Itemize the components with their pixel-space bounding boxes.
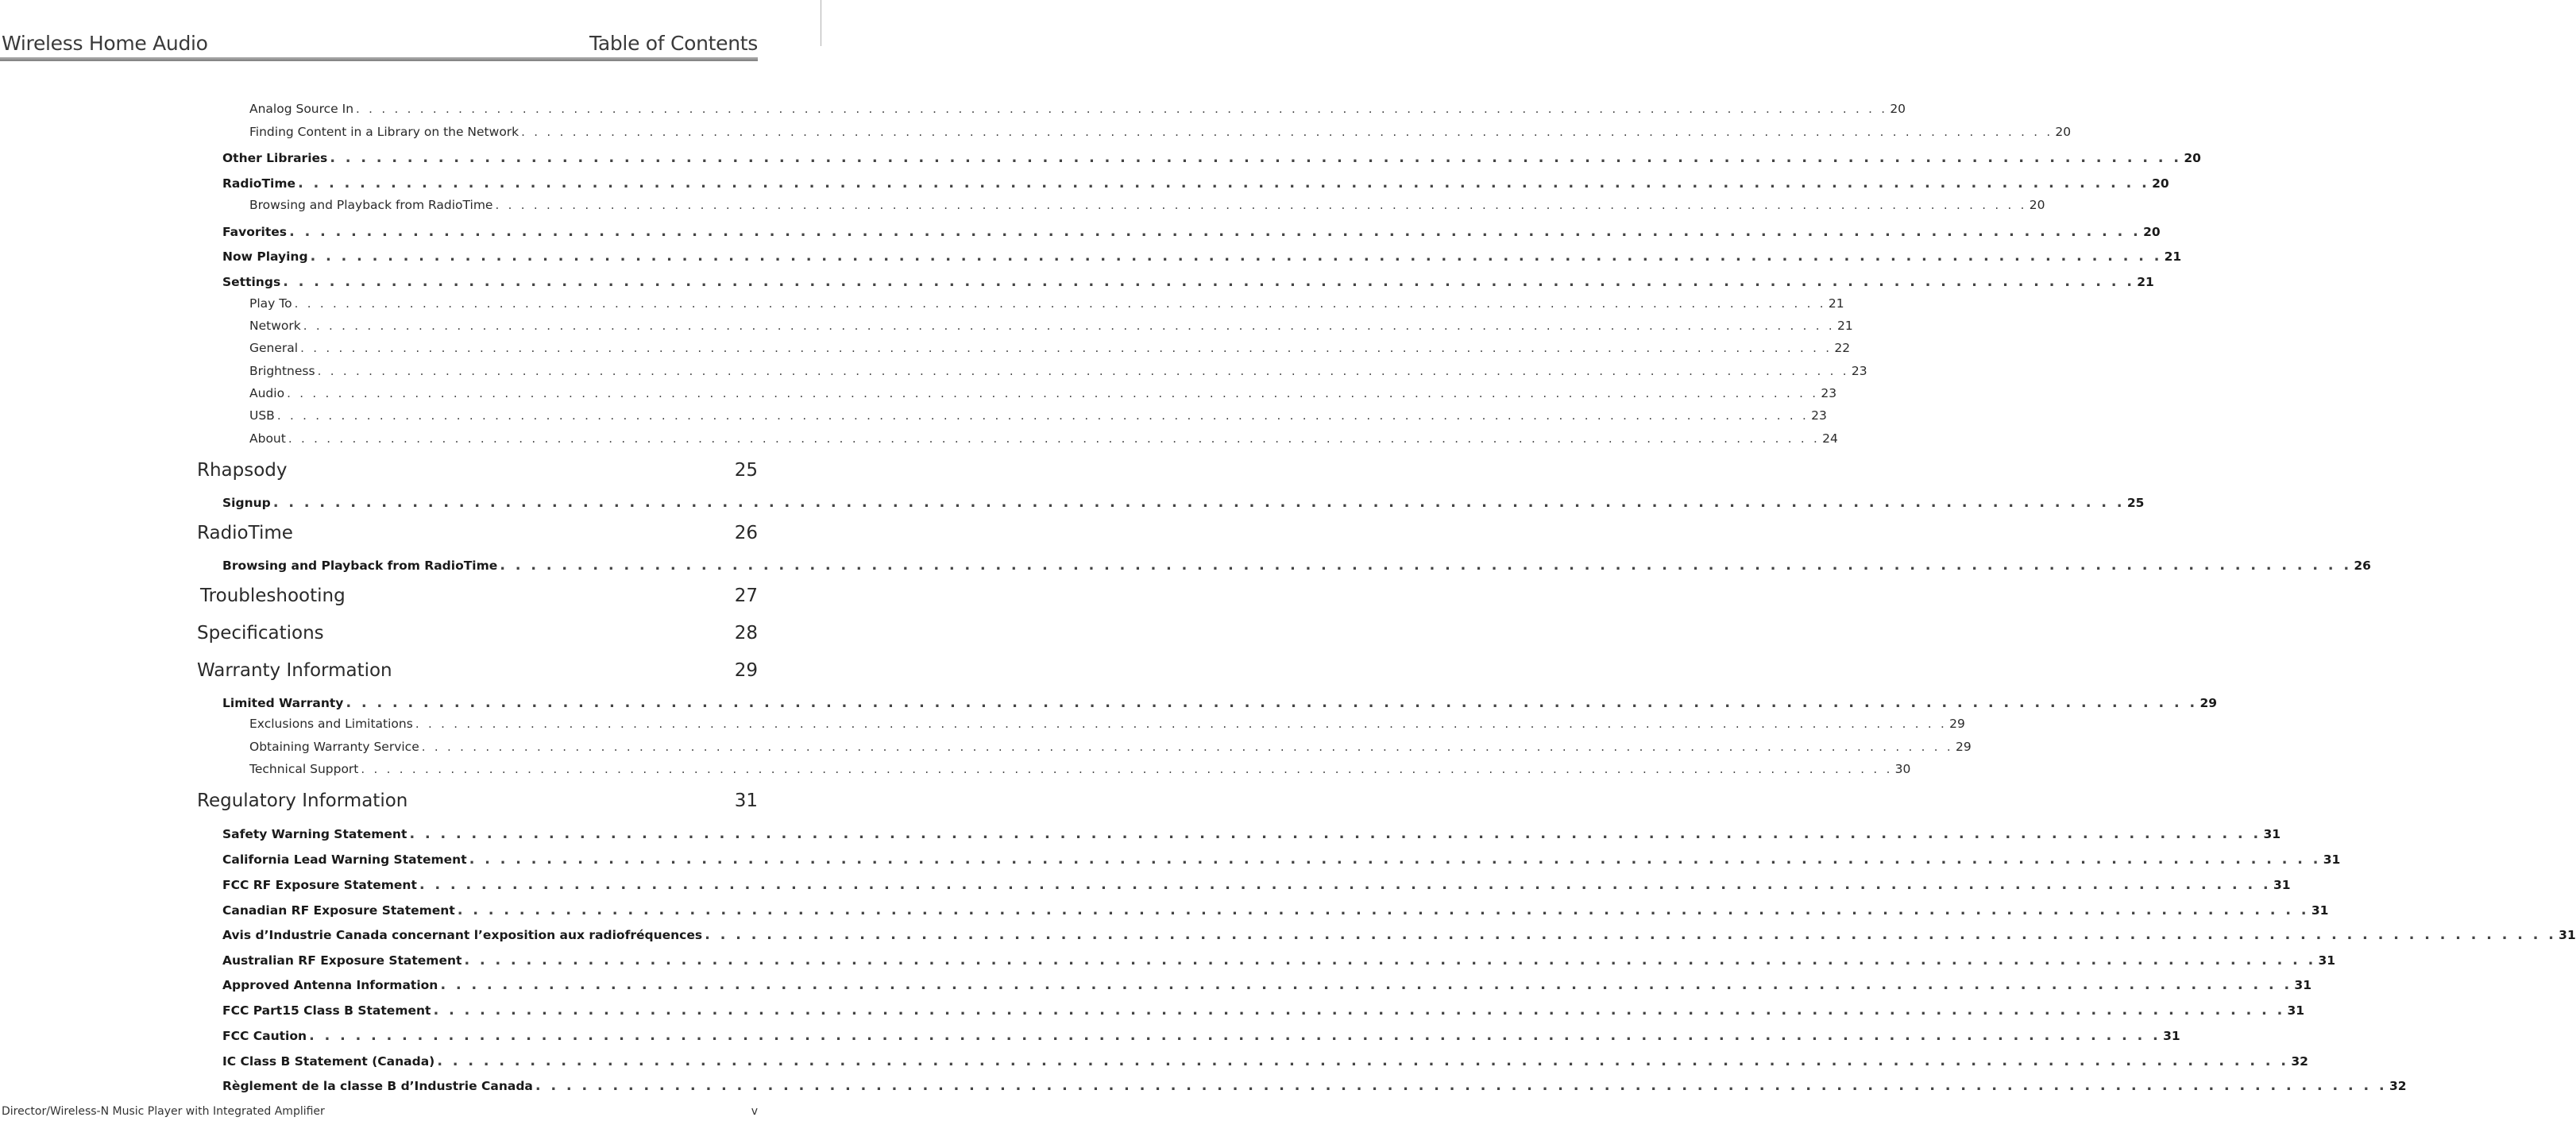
toc-section[interactable] [222,694,2218,711]
toc-page-number: 20 [2152,176,2169,191]
toc-section[interactable] [222,248,2182,265]
toc-page-number: 25 [2126,496,2145,510]
running-header-title: Wireless Home Audio [2,32,208,55]
toc-section[interactable] [222,1053,2308,1069]
toc-dot-leader: . . . . . . . . . . . . . . . . . . . . . . . . . . . . . . . . . . . . . . . . . . . . . . . . . . . . . . . . . . . . . . . . . . . . . . . . . . . . . . . . . . . . . . . . . . . . . . . . . . . . . . . . . . . . . . . . . . . . . . . . [457,902,2309,918]
toc-section[interactable] [222,494,2145,511]
toc-entry-title: Play To [249,296,292,311]
toc-entry-title: Analog Source In [249,102,354,116]
toc-section[interactable] [222,557,2371,574]
toc-entry-title: Limited Warranty [222,696,344,710]
header-rule [0,57,758,61]
toc-dot-leader: . . . . . . . . . . . . . . . . . . . . . . . . . . . . . . . . . . . . . . . . . . . . . . . . . . . . . . . . . . . . . . . . . . . . . . . . . . . . . . . . . . . . . . . . . . . . . . . . . . . . . . . . . . . . . . . . . . . . . . . . [276,408,1809,423]
toc-page-number: 32 [2389,1079,2407,1093]
toc-dot-leader: . . . . . . . . . . . . . . . . . . . . . . . . . . . . . . . . . . . . . . . . . . . . . . . . . . . . . . . . . . . . . . . . . . . . . . . . . . . . . . . . . . . . . . . . . . . . . . . . . . . . . . . . . . . . . . . . . . . . . . . . [419,876,2271,893]
toc-page-number: 21 [2137,275,2154,289]
toc-entry-title: RadioTime [197,523,293,543]
toc-dot-leader: . . . . . . . . . . . . . . . . . . . . . . . . . . . . . . . . . . . . . . . . . . . . . . . . . . . . . . . . . . . . . . . . . . . . . . . . . . . . . . . . . . . . . . . . . . . . . . . . . . . . . . . . . . . . . . . . . . . . . . . . [464,952,2316,968]
toc-dot-leader: . . . . . . . . . . . . . . . . . . . . . . . . . . . . . . . . . . . . . . . . . . . . . . . . . . . . . . . . . . . . . . . . . . . . . . . . . . . . . . . . . . . . . . . . . . . . . . . . . . . . . . . . . . . . . . . . . . . . . . . . [705,926,2557,943]
toc-page-number: 21 [2164,249,2182,264]
toc-page-number: 21 [1836,319,1853,333]
toc-entry-title: Browsing and Playback from RadioTime [222,559,498,573]
toc-page-number: 24 [1822,431,1838,446]
toc-entry-title: Settings [222,275,281,289]
toc-chapter[interactable] [197,790,758,811]
toc-section[interactable] [222,876,2291,893]
toc-subsection[interactable] [249,386,1837,400]
footer-page-number: v [751,1105,758,1118]
toc-subsection[interactable] [249,102,1906,116]
toc-entry-title: Brightness [249,364,315,378]
toc-page-number: 31 [2559,928,2576,942]
toc-dot-leader: . . . . . . . . . . . . . . . . . . . . . . . . . . . . . . . . . . . . . . . . . . . . . . . . . . . . . . . . . . . . . . . . . . . . . . . . . . . . . . . . . . . . . . . . . . . . . . . . . . . . . . . . . . . . . . . . . . . . . . . . [433,1002,2285,1019]
toc-entry-title: Canadian RF Exposure Statement [222,903,455,918]
toc-dot-leader: . . . . . . . . . . . . . . . . . . . . . . . . . . . . . . . . . . . . . . . . . . . . . . . . . . . . . . . . . . . . . . . . . . . . . . . . . . . . . . . . . . . . . . . . . . . . . . . . . . . . . . . . . . . . . . . . . . . . . . . . [356,102,1888,116]
toc-dot-leader: . . . . . . . . . . . . . . . . . . . . . . . . . . . . . . . . . . . . . . . . . . . . . . . . . . . . . . . . . . . . . . . . . . . . . . . . . . . . . . . . . . . . . . . . . . . . . . . . . . . . . . . . . . . . . . . . . . . . . . . . [317,364,1849,378]
toc-entry-title: FCC Caution [222,1029,307,1043]
toc-page-number: 20 [2143,225,2161,239]
toc-page-number: 26 [734,523,758,543]
toc-section[interactable] [222,902,2329,918]
toc-page-number: 23 [1851,364,1867,378]
toc-entry-title: Specifications [197,623,324,644]
toc-page-number: 31 [2287,1003,2305,1018]
toc-entry-title: General [249,341,299,355]
toc-entry-title: USB [249,408,275,423]
toc-section[interactable] [222,1002,2305,1019]
toc-entry-title: Règlement de la classe B d’Industrie Canada [222,1079,533,1093]
toc-entry-title: Finding Content in a Library on the Network [249,125,519,139]
toc-dot-leader: . . . . . . . . . . . . . . . . . . . . . . . . . . . . . . . . . . . . . . . . . . . . . . . . . . . . . . . . . . . . . . . . . . . . . . . . . . . . . . . . . . . . . . . . . . . . . . . . . . . . . . . . . . . . . . . . . . . . . . . . [288,431,1821,446]
toc-dot-leader: . . . . . . . . . . . . . . . . . . . . . . . . . . . . . . . . . . . . . . . . . . . . . . . . . . . . . . . . . . . . . . . . . . . . . . . . . . . . . . . . . . . . . . . . . . . . . . . . . . . . . . . . . . . . . . . . . . . . . . . . [361,762,1893,776]
toc-page-number: 31 [2263,827,2281,841]
toc-dot-leader: . . . . . . . . . . . . . . . . . . . . . . . . . . . . . . . . . . . . . . . . . . . . . . . . . . . . . . . . . . . . . . . . . . . . . . . . . . . . . . . . . . . . . . . . . . . . . . . . . . . . . . . . . . . . . . . . . . . . . . . . [409,825,2261,842]
toc-chapter[interactable] [197,460,758,481]
toc-subsection[interactable] [249,364,1867,378]
toc-section[interactable] [222,273,2154,290]
toc-dot-leader: . . . . . . . . . . . . . . . . . . . . . . . . . . . . . . . . . . . . . . . . . . . . . . . . . . . . . . . . . . . . . . . . . . . . . . . . . . . . . . . . . . . . . . . . . . . . . . . . . . . . . . . . . . . . . . . . . . . . . . . . [495,198,2027,212]
toc-page-number: 29 [2199,696,2218,710]
toc-section[interactable] [222,851,2341,868]
toc-section[interactable] [222,952,2336,968]
toc-dot-leader: . . . . . . . . . . . . . . . . . . . . . . . . . . . . . . . . . . . . . . . . . . . . . . . . . . . . . . . . . . . . . . . . . . . . . . . . . . . . . . . . . . . . . . . . . . . . . . . . . . . . . . . . . . . . . . . . . . . . . . . . [300,341,1833,355]
toc-dot-leader: . . . . . . . . . . . . . . . . . . . . . . . . . . . . . . . . . . . . . . . . . . . . . . . . . . . . . . . . . . . . . . . . . . . . . . . . . . . . . . . . . . . . . . . . . . . . . . . . . . . . . . . . . . . . . . . . . . . . . . . . [309,1027,2161,1044]
toc-entry-title: Technical Support [249,762,359,776]
toc-section[interactable] [222,149,2201,166]
toc-entry-title: Safety Warning Statement [222,827,407,841]
toc-subsection[interactable] [249,408,1827,423]
toc-entry-title: Exclusions and Limitations [249,717,413,731]
toc-page-number: 22 [1834,341,1851,355]
toc-entry-title: FCC Part15 Class B Statement [222,1003,431,1018]
toc-dot-leader: . . . . . . . . . . . . . . . . . . . . . . . . . . . . . . . . . . . . . . . . . . . . . . . . . . . . . . . . . . . . . . . . . . . . . . . . . . . . . . . . . . . . . . . . . . . . . . . . . . . . . . . . . . . . . . . . . . . . . . . . [415,717,1948,731]
toc-section[interactable] [222,926,2576,943]
toc-entry-title: Regulatory Information [197,790,408,811]
running-header-section: Table of Contents [589,32,758,55]
toc-dot-leader: . . . . . . . . . . . . . . . . . . . . . . . . . . . . . . . . . . . . . . . . . . . . . . . . . . . . . . . . . . . . . . . . . . . . . . . . . . . . . . . . . . . . . . . . . . . . . . . . . . . . . . . . . . . . . . . . . . . . . . . . [330,149,2182,166]
toc-page-number: 21 [1828,296,1844,311]
toc-dot-leader: . . . . . . . . . . . . . . . . . . . . . . . . . . . . . . . . . . . . . . . . . . . . . . . . . . . . . . . . . . . . . . . . . . . . . . . . . . . . . . . . . . . . . . . . . . . . . . . . . . . . . . . . . . . . . . . . . . . . . . . . [500,557,2352,574]
toc-entry-title: Signup [222,496,271,510]
toc-dot-leader: . . . . . . . . . . . . . . . . . . . . . . . . . . . . . . . . . . . . . . . . . . . . . . . . . . . . . . . . . . . . . . . . . . . . . . . . . . . . . . . . . . . . . . . . . . . . . . . . . . . . . . . . . . . . . . . . . . . . . . . . [310,248,2162,265]
toc-chapter[interactable] [197,660,758,681]
toc-page-number: 23 [1811,408,1827,423]
toc-subsection[interactable] [249,740,1972,754]
toc-dot-leader: . . . . . . . . . . . . . . . . . . . . . . . . . . . . . . . . . . . . . . . . . . . . . . . . . . . . . . . . . . . . . . . . . . . . . . . . . . . . . . . . . . . . . . . . . . . . . . . . . . . . . . . . . . . . . . . . . . . . . . . . [437,1053,2289,1069]
toc-dot-leader: . . . . . . . . . . . . . . . . . . . . . . . . . . . . . . . . . . . . . . . . . . . . . . . . . . . . . . . . . . . . . . . . . . . . . . . . . . . . . . . . . . . . . . . . . . . . . . . . . . . . . . . . . . . . . . . . . . . . . . . . [469,851,2321,868]
toc-entry-title: Obtaining Warranty Service [249,740,419,754]
toc-dot-leader: . . . . . . . . . . . . . . . . . . . . . . . . . . . . . . . . . . . . . . . . . . . . . . . . . . . . . . . . . . . . . . . . . . . . . . . . . . . . . . . . . . . . . . . . . . . . . . . . . . . . . . . . . . . . . . . . . . . . . . . . [289,223,2142,240]
toc-entry-title: Other Libraries [222,151,328,165]
toc-section[interactable] [222,976,2311,993]
toc-dot-leader: . . . . . . . . . . . . . . . . . . . . . . . . . . . . . . . . . . . . . . . . . . . . . . . . . . . . . . . . . . . . . . . . . . . . . . . . . . . . . . . . . . . . . . . . . . . . . . . . . . . . . . . . . . . . . . . . . . . . . . . . [287,386,1819,400]
toc-entry-title: Warranty Information [197,660,392,681]
toc-dot-leader: . . . . . . . . . . . . . . . . . . . . . . . . . . . . . . . . . . . . . . . . . . . . . . . . . . . . . . . . . . . . . . . . . . . . . . . . . . . . . . . . . . . . . . . . . . . . . . . . . . . . . . . . . . . . . . . . . . . . . . . . [294,296,1826,311]
toc-entry-title: Audio [249,386,285,400]
toc-subsection[interactable] [249,762,1911,776]
toc-dot-leader: . . . . . . . . . . . . . . . . . . . . . . . . . . . . . . . . . . . . . . . . . . . . . . . . . . . . . . . . . . . . . . . . . . . . . . . . . . . . . . . . . . . . . . . . . . . . . . . . . . . . . . . . . . . . . . . . . . . . . . . . [303,319,1835,333]
toc-entry-title: About [249,431,286,446]
toc-subsection[interactable] [249,125,2072,139]
toc-entry-title: Troubleshooting [200,586,346,606]
toc-section[interactable] [222,1027,2180,1044]
toc-dot-leader: . . . . . . . . . . . . . . . . . . . . . . . . . . . . . . . . . . . . . . . . . . . . . . . . . . . . . . . . . . . . . . . . . . . . . . . . . . . . . . . . . . . . . . . . . . . . . . . . . . . . . . . . . . . . . . . . . . . . . . . . [272,494,2125,511]
toc-entry-title: Network [249,319,301,333]
toc-page-number: 31 [734,790,758,811]
toc-page-number: 20 [2029,198,2045,212]
toc-page-number: 23 [1821,386,1837,400]
toc-subsection[interactable] [249,319,1853,333]
toc-section[interactable] [222,825,2281,842]
toc-entry-title: Browsing and Playback from RadioTime [249,198,493,212]
toc-entry-title: Rhapsody [197,460,288,481]
toc-page-number: 31 [2311,903,2329,918]
toc-dot-leader: . . . . . . . . . . . . . . . . . . . . . . . . . . . . . . . . . . . . . . . . . . . . . . . . . . . . . . . . . . . . . . . . . . . . . . . . . . . . . . . . . . . . . . . . . . . . . . . . . . . . . . . . . . . . . . . . . . . . . . . . [283,273,2135,290]
toc-page-number: 29 [1949,717,1965,731]
toc-page-number: 31 [2294,978,2311,992]
toc-page-number: 31 [2318,953,2336,968]
toc-entry-title: Australian RF Exposure Statement [222,953,462,968]
toc-page-number: 26 [2354,559,2371,573]
toc-page-number: 20 [2055,125,2072,139]
toc-page-number: 31 [2323,852,2341,867]
toc-dot-leader: . . . . . . . . . . . . . . . . . . . . . . . . . . . . . . . . . . . . . . . . . . . . . . . . . . . . . . . . . . . . . . . . . . . . . . . . . . . . . . . . . . . . . . . . . . . . . . . . . . . . . . . . . . . . . . . . . . . . . . . . [535,1077,2387,1094]
toc-chapter[interactable] [200,586,758,606]
toc-page-number: 27 [734,586,758,606]
toc-entry-title: Avis d’Industrie Canada concernant l’exposition aux radiofréquences [222,928,703,942]
toc-page-number: 28 [734,623,758,644]
toc-page-number: 20 [2184,151,2201,165]
toc-page-number: 29 [1956,740,1972,754]
toc-entry-title: FCC RF Exposure Statement [222,878,417,892]
toc-dot-leader: . . . . . . . . . . . . . . . . . . . . . . . . . . . . . . . . . . . . . . . . . . . . . . . . . . . . . . . . . . . . . . . . . . . . . . . . . . . . . . . . . . . . . . . . . . . . . . . . . . . . . . . . . . . . . . . . . . . . . . . . [521,125,2053,139]
toc-page-number: 25 [734,460,758,481]
toc-dot-leader: . . . . . . . . . . . . . . . . . . . . . . . . . . . . . . . . . . . . . . . . . . . . . . . . . . . . . . . . . . . . . . . . . . . . . . . . . . . . . . . . . . . . . . . . . . . . . . . . . . . . . . . . . . . . . . . . . . . . . . . . [346,694,2198,711]
toc-subsection[interactable] [249,296,1844,311]
toc-dot-leader: . . . . . . . . . . . . . . . . . . . . . . . . . . . . . . . . . . . . . . . . . . . . . . . . . . . . . . . . . . . . . . . . . . . . . . . . . . . . . . . . . . . . . . . . . . . . . . . . . . . . . . . . . . . . . . . . . . . . . . . . [421,740,1953,754]
toc-subsection[interactable] [249,198,2045,212]
toc-entry-title: California Lead Warning Statement [222,852,467,867]
toc-page-number: 31 [2163,1029,2180,1043]
toc-entry-title: RadioTime [222,176,296,191]
toc-page-number: 32 [2291,1054,2308,1069]
toc-entry-title: Approved Antenna Information [222,978,438,992]
toc-chapter[interactable] [197,623,758,644]
toc-page-number: 30 [1894,762,1911,776]
toc-entry-title: Now Playing [222,249,308,264]
toc-entry-title: Favorites [222,225,287,239]
toc-chapter[interactable] [197,523,758,543]
toc-section[interactable] [222,223,2161,240]
toc-page-number: 29 [734,660,758,681]
toc-dot-leader: . . . . . . . . . . . . . . . . . . . . . . . . . . . . . . . . . . . . . . . . . . . . . . . . . . . . . . . . . . . . . . . . . . . . . . . . . . . . . . . . . . . . . . . . . . . . . . . . . . . . . . . . . . . . . . . . . . . . . . . . [298,175,2150,191]
toc-section[interactable] [222,1077,2407,1094]
toc-subsection[interactable] [249,341,1851,355]
toc-entry-title: IC Class B Statement (Canada) [222,1054,435,1069]
toc-page-number: 20 [1890,102,1906,116]
toc-page-number: 31 [2273,878,2291,892]
toc-subsection[interactable] [249,431,1838,446]
toc-subsection[interactable] [249,717,1965,731]
toc-dot-leader: . . . . . . . . . . . . . . . . . . . . . . . . . . . . . . . . . . . . . . . . . . . . . . . . . . . . . . . . . . . . . . . . . . . . . . . . . . . . . . . . . . . . . . . . . . . . . . . . . . . . . . . . . . . . . . . . . . . . . . . . [440,976,2292,993]
footer-product-name: Director/Wireless-N Music Player with Integrated Amplifier [2,1105,325,1118]
toc-section[interactable] [222,175,2169,191]
